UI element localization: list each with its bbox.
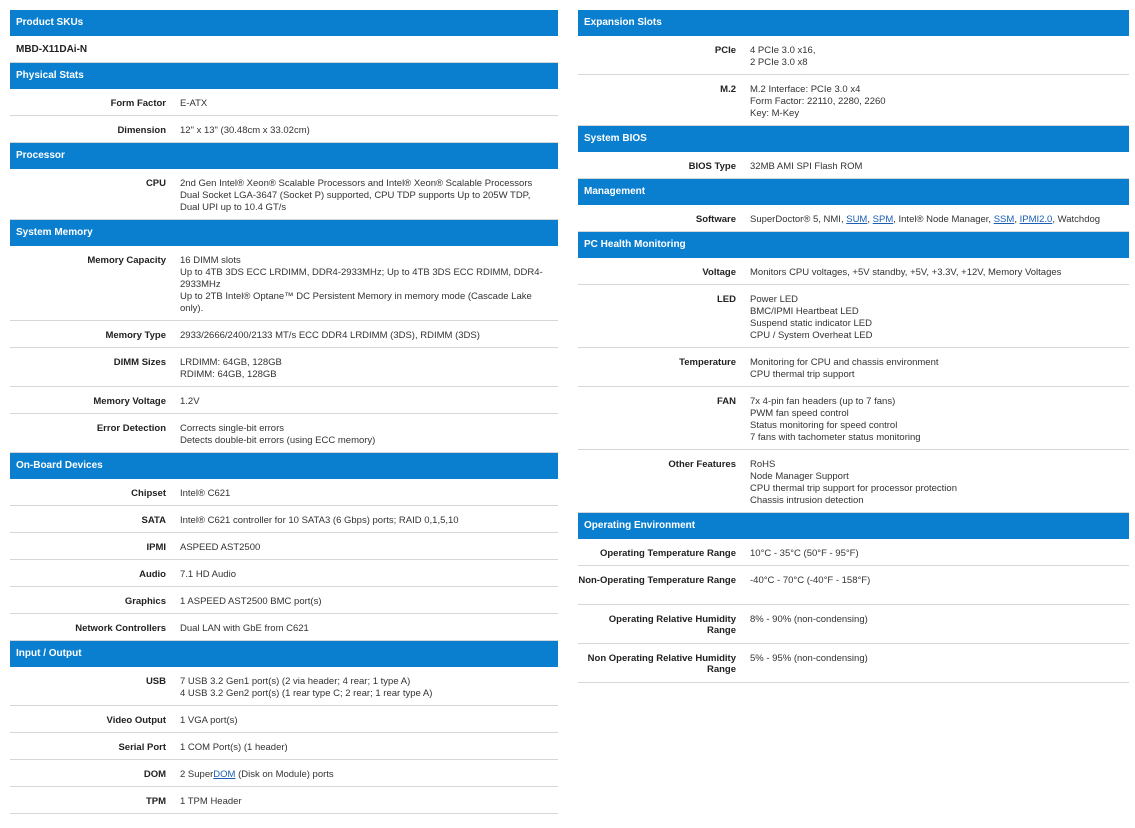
product-sku: MBD-X11DAi-N xyxy=(10,36,558,63)
spec-row-memory-voltage xyxy=(10,387,558,414)
spec-label: LED xyxy=(717,294,736,305)
spec-value xyxy=(174,348,558,386)
spec-value-line: E-ATX xyxy=(180,98,208,109)
spec-value xyxy=(174,387,558,413)
link-ipmi2-0[interactable]: IPMI2.0 xyxy=(1019,214,1053,225)
spec-label: USB xyxy=(145,676,166,687)
spec-value xyxy=(174,321,558,347)
spec-value-line: ASPEED AST2500 xyxy=(180,542,261,553)
spec-value xyxy=(174,169,558,219)
spec-value-line: CPU thermal trip support for processor protection xyxy=(750,483,957,494)
spec-label: Software xyxy=(695,214,736,225)
spec-value xyxy=(174,614,558,640)
spec-label: Memory Type xyxy=(105,330,166,341)
system-bios-header: System BIOS xyxy=(578,126,1129,152)
spec-value-line: LRDIMM: 64GB, 128GB xyxy=(180,357,282,368)
spec-value-line: Key: M-Key xyxy=(750,108,800,119)
spec-value xyxy=(744,566,1129,604)
spec-value-line: Form Factor: 22110, 2280, 2260 xyxy=(750,96,886,107)
spec-value: SuperDoctor® 5, NMI, SUM, SPM, Intel® Node Manager, SSM, IPMI2.0, Watchdog xyxy=(750,214,1101,225)
spec-label: Audio xyxy=(139,569,166,580)
spec-row-operating-relative-humidity-range xyxy=(578,605,1129,644)
spec-row-m-2 xyxy=(578,75,1129,126)
spec-value-line: 4 USB 3.2 Gen2 port(s) (1 rear type C; 2 rear; 1 rear type A) xyxy=(180,688,433,699)
spec-label: Form Factor xyxy=(110,98,166,109)
spec-value-line: Intel® C621 controller for 10 SATA3 (6 Gbps) ports; RAID 0,1,5,10 xyxy=(180,515,459,526)
spec-row-non-operating-temperature-range xyxy=(578,566,1129,605)
spec-value-line: 7.1 HD Audio xyxy=(180,569,236,580)
spec-value xyxy=(174,479,558,505)
spec-value xyxy=(744,644,1129,682)
spec-row-video-output xyxy=(10,706,558,733)
link-spm[interactable]: SPM xyxy=(872,214,894,225)
spec-row-pcie xyxy=(578,36,1129,75)
pc-health-monitoring-header: PC Health Monitoring xyxy=(578,232,1129,258)
spec-value xyxy=(744,36,1129,74)
spec-label: FAN xyxy=(717,396,736,407)
spec-value-line: RDIMM: 64GB, 128GB xyxy=(180,369,277,380)
spec-value xyxy=(174,89,558,115)
spec-row-other-features xyxy=(578,450,1129,513)
spec-value-line: 7 USB 3.2 Gen1 port(s) (2 via header; 4 rear; 1 type A) xyxy=(180,676,411,687)
spec-label: Other Features xyxy=(668,459,736,470)
spec-label: Error Detection xyxy=(96,423,166,434)
spec-label: Serial Port xyxy=(118,742,166,753)
spec-row-memory-capacity xyxy=(10,246,558,321)
spec-value xyxy=(174,533,558,559)
spec-row-form-factor xyxy=(10,89,558,116)
spec-value-line: Status monitoring for speed control xyxy=(750,420,898,431)
spec-value-line: Monitoring for CPU and chassis environment xyxy=(750,357,939,368)
spec-label: Network Controllers xyxy=(75,623,166,634)
link-ssm[interactable]: SSM xyxy=(993,214,1015,225)
spec-label: BIOS Type xyxy=(688,161,736,172)
spec-value-line: -40°C - 70°C (-40°F - 158°F) xyxy=(750,575,871,586)
spec-value-line: 1 TPM Header xyxy=(180,796,242,807)
spec-value-line: Up to 2TB Intel® Optane™ DC Persistent Memory in memory mode (Cascade Lake xyxy=(180,291,532,302)
spec-row-dom xyxy=(10,760,558,787)
spec-value xyxy=(174,506,558,532)
spec-row-software xyxy=(578,205,1129,232)
spec-value xyxy=(174,733,558,759)
spec-label: Memory Voltage xyxy=(93,396,166,407)
spec-value-line: 10°C - 35°C (50°F - 95°F) xyxy=(750,548,859,559)
spec-label: Non-Operating Temperature Range xyxy=(578,575,736,586)
spec-value-line: 16 DIMM slots xyxy=(180,255,241,266)
link-sum[interactable]: SUM xyxy=(846,214,868,225)
spec-row-usb xyxy=(10,667,558,706)
spec-value xyxy=(744,387,1129,449)
spec-value xyxy=(174,787,558,813)
spec-row-network-controllers xyxy=(10,614,558,641)
spec-row-operating-temperature-range xyxy=(578,539,1129,566)
spec-value-line: Dual UPI up to 10.4 GT/s xyxy=(180,202,287,213)
spec-value xyxy=(174,560,558,586)
spec-label: M.2 xyxy=(720,84,736,95)
spec-label: Graphics xyxy=(124,596,166,607)
left-spec-column xyxy=(10,10,558,814)
spec-value-line: RoHS xyxy=(750,459,776,470)
spec-label: Operating Temperature Range xyxy=(599,548,736,559)
spec-label: IPMI xyxy=(146,542,166,553)
spec-value xyxy=(174,116,558,142)
link-dom[interactable]: DOM xyxy=(213,769,236,780)
spec-value-line: 7 fans with tachometer status monitoring xyxy=(750,432,921,443)
spec-value xyxy=(744,539,1129,565)
on-board-devices-header: On-Board Devices xyxy=(10,453,558,479)
spec-label: DIMM Sizes xyxy=(113,357,166,368)
spec-value xyxy=(744,605,1129,643)
spec-value-line: CPU / System Overheat LED xyxy=(750,330,873,341)
spec-value-line: Dual Socket LGA-3647 (Socket P) supported, CPU TDP supports Up to 205W TDP, xyxy=(180,190,531,201)
spec-value-line: CPU thermal trip support xyxy=(750,369,855,380)
spec-label: CPU xyxy=(145,178,166,189)
spec-value-line: Suspend static indicator LED xyxy=(750,318,872,329)
spec-label: Video Output xyxy=(106,715,166,726)
spec-label: Memory Capacity xyxy=(87,255,166,266)
spec-value-line: 7x 4-pin fan headers (up to 7 fans) xyxy=(750,396,896,407)
spec-value xyxy=(174,587,558,613)
spec-value xyxy=(744,450,1129,512)
spec-label: Dimension xyxy=(117,125,166,136)
spec-row-memory-type xyxy=(10,321,558,348)
spec-row-ipmi xyxy=(10,533,558,560)
spec-value-line: Chassis intrusion detection xyxy=(750,495,864,506)
spec-value-line: M.2 Interface: PCIe 3.0 x4 xyxy=(750,84,861,95)
right-spec-column xyxy=(578,10,1129,683)
spec-value xyxy=(744,258,1129,284)
spec-row-serial-port xyxy=(10,733,558,760)
physical-stats-header: Physical Stats xyxy=(10,63,558,89)
spec-value: 2 SuperDOM (Disk on Module) ports xyxy=(180,769,334,780)
spec-label: SATA xyxy=(141,515,166,526)
spec-value-line: 2933/2666/2400/2133 MT/s ECC DDR4 LRDIMM (3DS), RDIMM (3DS) xyxy=(180,330,480,341)
spec-value-line: Monitors CPU voltages, +5V standby, +5V, +3.3V, +12V, Memory Voltages xyxy=(750,267,1062,278)
spec-row-non-operating-relative-humidity-range xyxy=(578,644,1129,683)
spec-value xyxy=(744,348,1129,386)
spec-row-error-detection xyxy=(10,414,558,453)
spec-value-line: Node Manager Support xyxy=(750,471,849,482)
spec-row-dimm-sizes xyxy=(10,348,558,387)
spec-label: Operating Relative Humidity Range xyxy=(608,614,736,636)
spec-value-line: BMC/IPMI Heartbeat LED xyxy=(750,306,859,317)
spec-value xyxy=(174,667,558,705)
spec-row-voltage xyxy=(578,258,1129,285)
spec-value-line: 12" x 13" (30.48cm x 33.02cm) xyxy=(180,125,310,136)
spec-value-line: 2nd Gen Intel® Xeon® Scalable Processors and Intel® Xeon® Scalable Processors xyxy=(180,178,533,189)
spec-value-line: Intel® C621 xyxy=(180,488,231,499)
spec-value-line: Dual LAN with GbE from C621 xyxy=(180,623,309,634)
spec-label: Temperature xyxy=(679,357,736,368)
spec-row-sata xyxy=(10,506,558,533)
expansion-slots-header: Expansion Slots xyxy=(578,10,1129,36)
spec-value-line: 4 PCIe 3.0 x16, xyxy=(750,45,816,56)
spec-value-line: Detects double-bit errors (using ECC memory) xyxy=(180,435,376,446)
spec-value-line: Corrects single-bit errors xyxy=(180,423,284,434)
spec-value xyxy=(744,75,1129,125)
spec-row-led xyxy=(578,285,1129,348)
spec-value-line: 1 VGA port(s) xyxy=(180,715,238,726)
system-memory-header: System Memory xyxy=(10,220,558,246)
input-output-header: Input / Output xyxy=(10,641,558,667)
spec-row-fan xyxy=(578,387,1129,450)
spec-value-line: 8% - 90% (non-condensing) xyxy=(750,614,868,625)
spec-value-line: 32MB AMI SPI Flash ROM xyxy=(750,161,863,172)
spec-label: TPM xyxy=(145,796,166,807)
spec-label: Non Operating Relative Humidity Range xyxy=(587,653,736,675)
spec-label: Chipset xyxy=(131,488,166,499)
spec-value-line: 1 COM Port(s) (1 header) xyxy=(180,742,288,753)
processor-header: Processor xyxy=(10,143,558,169)
spec-value xyxy=(174,706,558,732)
spec-row-chipset xyxy=(10,479,558,506)
spec-value-line: 1.2V xyxy=(180,396,200,407)
spec-value-line: 1 ASPEED AST2500 BMC port(s) xyxy=(180,596,322,607)
spec-row-temperature xyxy=(578,348,1129,387)
spec-label: DOM xyxy=(143,769,166,780)
spec-value xyxy=(744,285,1129,347)
spec-value xyxy=(174,414,558,452)
spec-row-dimension xyxy=(10,116,558,143)
spec-value-line: Power LED xyxy=(750,294,799,305)
spec-label: PCIe xyxy=(714,45,736,56)
spec-row-tpm xyxy=(10,787,558,814)
spec-row-bios-type xyxy=(578,152,1129,179)
spec-value-line: 2933MHz xyxy=(180,279,221,290)
spec-row-audio xyxy=(10,560,558,587)
spec-value xyxy=(744,152,1129,178)
spec-value-line: Up to 4TB 3DS ECC LRDIMM, DDR4-2933MHz; Up to 4TB 3DS ECC RDIMM, DDR4- xyxy=(180,267,543,278)
spec-value-line: PWM fan speed control xyxy=(750,408,849,419)
spec-label: Voltage xyxy=(702,267,736,278)
management-header: Management xyxy=(578,179,1129,205)
spec-value-line: 2 PCIe 3.0 x8 xyxy=(750,57,808,68)
operating-environment-header: Operating Environment xyxy=(578,513,1129,539)
spec-row-cpu xyxy=(10,169,558,220)
spec-value-line: 5% - 95% (non-condensing) xyxy=(750,653,868,664)
spec-value-line: only). xyxy=(180,303,204,314)
spec-row-graphics xyxy=(10,587,558,614)
product-skus-header: Product SKUs xyxy=(10,10,558,36)
spec-value xyxy=(174,246,558,320)
